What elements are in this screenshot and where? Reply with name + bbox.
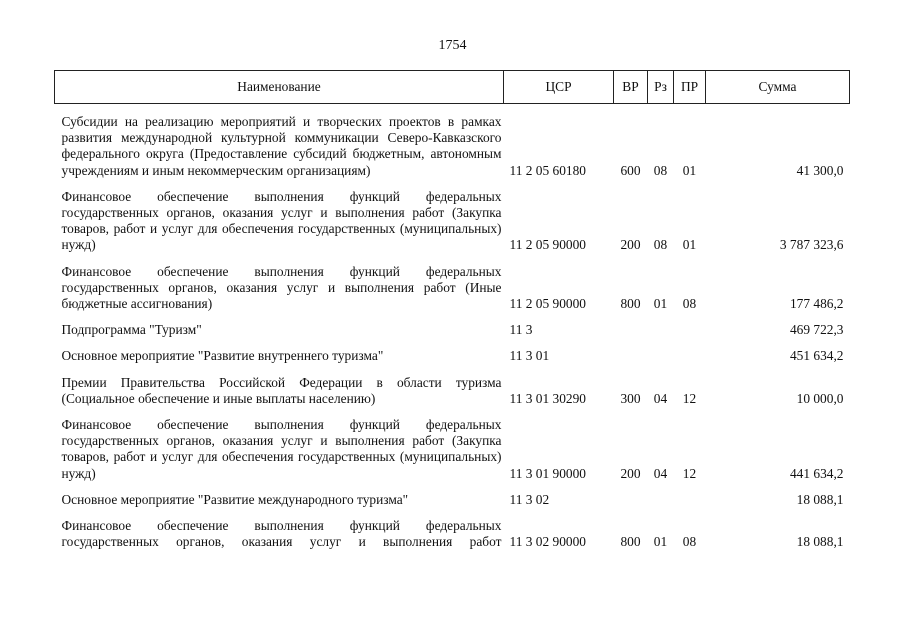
row-csr: 11 3 01 90000 (509, 465, 586, 481)
row-rz (648, 492, 674, 508)
table-header (55, 71, 850, 104)
row-rz (648, 322, 674, 338)
row-rz: 01 (653, 534, 668, 550)
row-name: Основное мероприятие "Развитие внутреннего туризма" (61, 348, 384, 364)
row-csr: 11 3 02 90000 (509, 534, 586, 550)
row-vr: 200 (620, 465, 641, 481)
table-row (55, 417, 850, 482)
row-pr: 08 (682, 296, 697, 312)
table-row (55, 114, 850, 179)
header-vr: ВР (614, 71, 648, 104)
row-sum: 441 634,2 (789, 465, 844, 481)
row-pr (674, 492, 706, 508)
row-pr: 12 (682, 465, 697, 481)
row-name: Основное мероприятие "Развитие международного туризма" (61, 491, 409, 507)
row-csr: 11 2 05 90000 (509, 296, 586, 312)
header-csr: ЦСР (504, 71, 614, 104)
row-vr: 300 (620, 390, 641, 406)
row-pr: 01 (682, 162, 697, 178)
row-sum: 18 088,1 (796, 491, 844, 507)
header-pr: ПР (674, 71, 706, 104)
row-sum: 41 300,0 (796, 162, 844, 178)
row-rz: 01 (653, 296, 668, 312)
row-sum: 18 088,1 (796, 534, 844, 550)
row-name: Финансовое обеспечение выполнения функций федеральных государственных органов, оказания услуг и выполнения работ (Иные бюджетные ассигнования) (61, 263, 502, 312)
row-vr (614, 348, 648, 364)
table-row (55, 264, 850, 313)
table-row (55, 348, 850, 364)
row-pr (674, 322, 706, 338)
row-sum: 469 722,3 (789, 322, 844, 338)
row-name: Финансовое обеспечение выполнения функций федеральных государственных органов, оказания услуг и выполнения работ (61, 518, 502, 550)
row-vr: 800 (620, 296, 641, 312)
row-vr: 800 (620, 534, 641, 550)
row-rz (648, 348, 674, 364)
row-rz: 08 (653, 237, 668, 253)
row-csr: 11 2 05 60180 (509, 162, 586, 178)
row-rz: 04 (653, 390, 668, 406)
row-name: Субсидии на реализацию мероприятий и творческих проектов в рамках развития международной культурной коммуникации Северо-Кавказского федерального округа (Предоставление субсидий бюджетным, автономным учреждениям и иным некоммерческим организациям) (61, 114, 502, 178)
row-rz: 08 (653, 162, 668, 178)
table-row (55, 189, 850, 254)
row-csr: 11 3 01 30290 (509, 390, 586, 406)
row-csr: 11 3 (509, 322, 533, 338)
row-rz: 04 (653, 465, 668, 481)
row-csr: 11 3 01 (509, 348, 550, 364)
header-name: Наименование (55, 71, 504, 104)
row-sum: 10 000,0 (796, 390, 844, 406)
table-body (55, 104, 850, 551)
table-row (55, 492, 850, 508)
row-sum: 451 634,2 (789, 348, 844, 364)
table-row (55, 375, 850, 407)
row-sum: 177 486,2 (789, 296, 844, 312)
table-row (55, 322, 850, 338)
row-csr: 11 3 02 (509, 491, 550, 507)
row-name: Премии Правительства Российской Федерации в области туризма (Социальное обеспечение и иные выплаты населению) (61, 374, 502, 406)
row-name: Финансовое обеспечение выполнения функций федеральных государственных органов, оказания услуг и выполнения работ (Закупка товаров, работ и услуг для обеспечения государственных (муниципальных) нужд) (61, 188, 502, 253)
row-pr (674, 348, 706, 364)
row-pr: 08 (682, 534, 697, 550)
row-vr (614, 492, 648, 508)
budget-table (54, 70, 850, 550)
row-vr (614, 322, 648, 338)
header-rz: Рз (648, 71, 674, 104)
page-number: 1754 (438, 38, 467, 53)
row-name: Подпрограмма "Туризм" (61, 322, 202, 338)
row-name: Финансовое обеспечение выполнения функций федеральных государственных органов, оказания услуг и выполнения работ (Закупка товаров, работ и услуг для обеспечения государственных (муниципальных) нужд) (61, 417, 502, 481)
row-pr: 12 (682, 390, 697, 406)
table-row (55, 518, 850, 550)
row-sum: 3 787 323,6 (779, 237, 844, 253)
header-sum: Сумма (706, 71, 850, 104)
row-pr: 01 (682, 237, 697, 253)
row-vr: 200 (620, 237, 641, 253)
row-vr: 600 (620, 162, 641, 178)
row-csr: 11 2 05 90000 (509, 237, 586, 253)
